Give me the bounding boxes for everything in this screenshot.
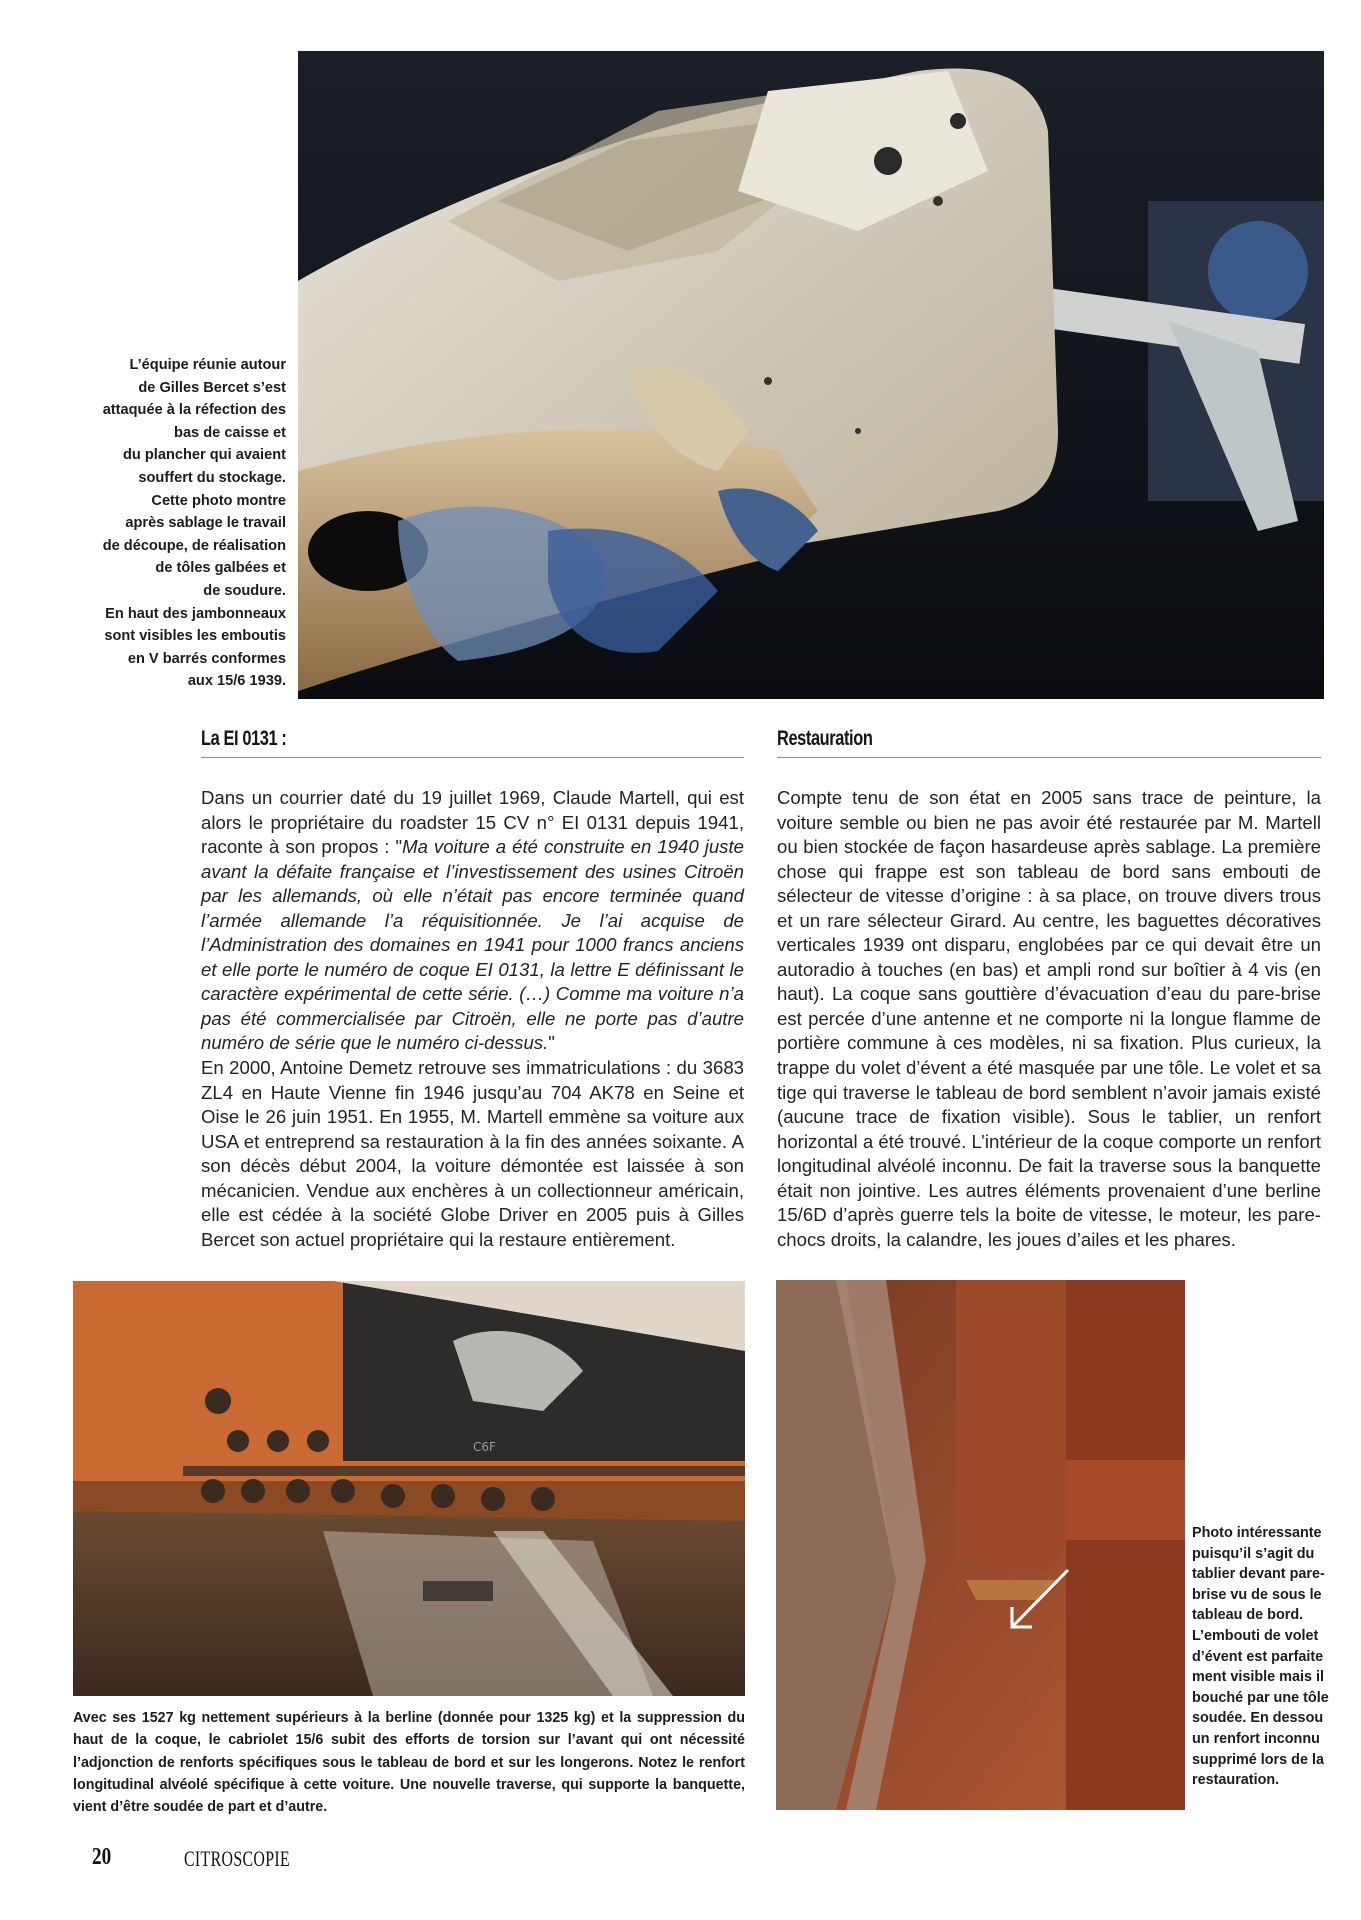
heading-rule-left [201, 757, 744, 758]
body-text-right [777, 786, 1321, 1252]
heading-rule-right [777, 757, 1321, 758]
intro-text: Dans un courrier daté du 19 juillet 1969, Claude Martell, qui est alors le propriétaire du roadster 15 CV n° EI 0131 depuis 1941, raconte à son propos : " [201, 787, 744, 858]
body-text-left [201, 786, 744, 1252]
paragraph-history: En 2000, Antoine Demetz retrouve ses immatriculations : du 3683 ZL4 en Haute Vienne fin 1946 jusqu’au 704 AK78 en Seine et Oise le 26 juin 1951. En 1955, M. Martell emmène sa voiture aux USA et entreprend sa restauration à la fin des années soixante. A son décès début 2004, la voiture démontée est laissée à son mécanicien. Vendue aux enchères à un collectionneur américain, elle est cédée à la société Globe Driver en 2005 puis à Gilles Bercet son actuel propriétaire qui la restaure entièrement. [201, 1057, 744, 1250]
top-photo [298, 51, 1324, 699]
letter-quote: Ma voiture a été construite en 1940 juste avant la défaite française et l’investissement des usines Citroën par les allemands, où elle n’était pas encore terminée quand l’armée allemande l’a réquisitionnée. Je l’ai acquise de l’Administration des domaines en 1941 pour 1000 francs anciens et elle porte le numéro de coque EI 0131, la lettre E définissant le caractère expérimental de cette série. (…) Comme ma voiture n’a pas été commercialisée par Citroën, elle ne porte pas d’autre numéro de série que le numéro ci-dessus. [201, 836, 744, 1054]
stencil-text: C6F [473, 1440, 496, 1454]
section-heading-restauration: Restauration [777, 727, 873, 750]
bottom-right-photo-caption: Photo intéressante puisqu’il s’agit du tablier devant pare- brise vu de sous le tableau de bord. L’embouti de volet d’évent est parfaite ment visible mais il bouché par une tôle soudée. En dessou un renfort inconnu supprimé lors de la restauration. [1192, 1525, 1329, 1789]
section-heading-ei0131: La EI 0131 : [201, 727, 287, 750]
bottom-right-photo [776, 1280, 1185, 1810]
paragraph-restauration: Compte tenu de son état en 2005 sans trace de peinture, la voiture semble ou bien ne pas avoir été restaurée par M. Martell ou bien stockée de façon hasardeuse après sablage. La première chose qui frappe est son tableau de bord sans embouti de sélecteur de vitesse d’origine : à sa place, on trouve divers trous et un rare sélecteur Girard. Au centre, les baguettes décoratives verticales 1939 ont disparu, englobées par ce qui devait être un autoradio à touches (en bas) et ampli rond sur boîtier à 4 vis (en haut). La coque sans gouttière d’évacuation d’eau du pare-brise est percée d’une antenne et ne comporte ni la longue flamme de portière commune à ces modèles, ni sa fixation. Plus curieux, la trappe du volet d’évent a été masquée par une tôle. Le volet et sa tige qui traverse le tableau de bord semblent n’avoir jamais existé (aucune trace de fixation visible). Sous le tablier, un renfort horizontal a été trouvé. L’intérieur de la coque comporte un renfort longitudinal alvéolé inconnu. De fait la traverse sous la banquette était non jointive. Les autres éléments provenaient d’une berline 15/6D d’après guerre tels la boite de vitesse, le moteur, les pare-chocs droits, la calandre, les joues d’ailes et les phares. [777, 787, 1321, 1250]
page-number: 20 [92, 1844, 112, 1870]
magazine-name: CITROSCOPIE [184, 1846, 291, 1871]
bottom-left-photo-caption: Avec ses 1527 kg nettement supérieurs à la berline (donnée pour 1325 kg) et la suppression du haut de la coque, le cabriolet 15/6 subit des efforts de torsion sur l’avant qui ont nécessité l’adjonction de renforts spécifiques sous le tableau de bord et sur les longerons. Notez le renfort longitudinal alvéolé spécifique à cette voiture. Une nouvelle traverse, qui supporte la banquette, vient d’être soudée de part et d’autre. [73, 1710, 745, 1816]
top-photo-caption: L’équipe réunie autour de Gilles Bercet s’est attaquée à la réfection des bas de caisse et du plancher qui avaient souffert du stockage. Cette photo montre après sablage le travail de découpe, de réalisation de tôles galbées et de soudure. En haut des jambonneaux sont visibles les emboutis en V barrés conformes aux 15/6 1939. [102, 357, 286, 690]
quote-close: " [548, 1032, 555, 1054]
bottom-left-photo [73, 1281, 745, 1696]
paragraph-intro [201, 786, 744, 1056]
